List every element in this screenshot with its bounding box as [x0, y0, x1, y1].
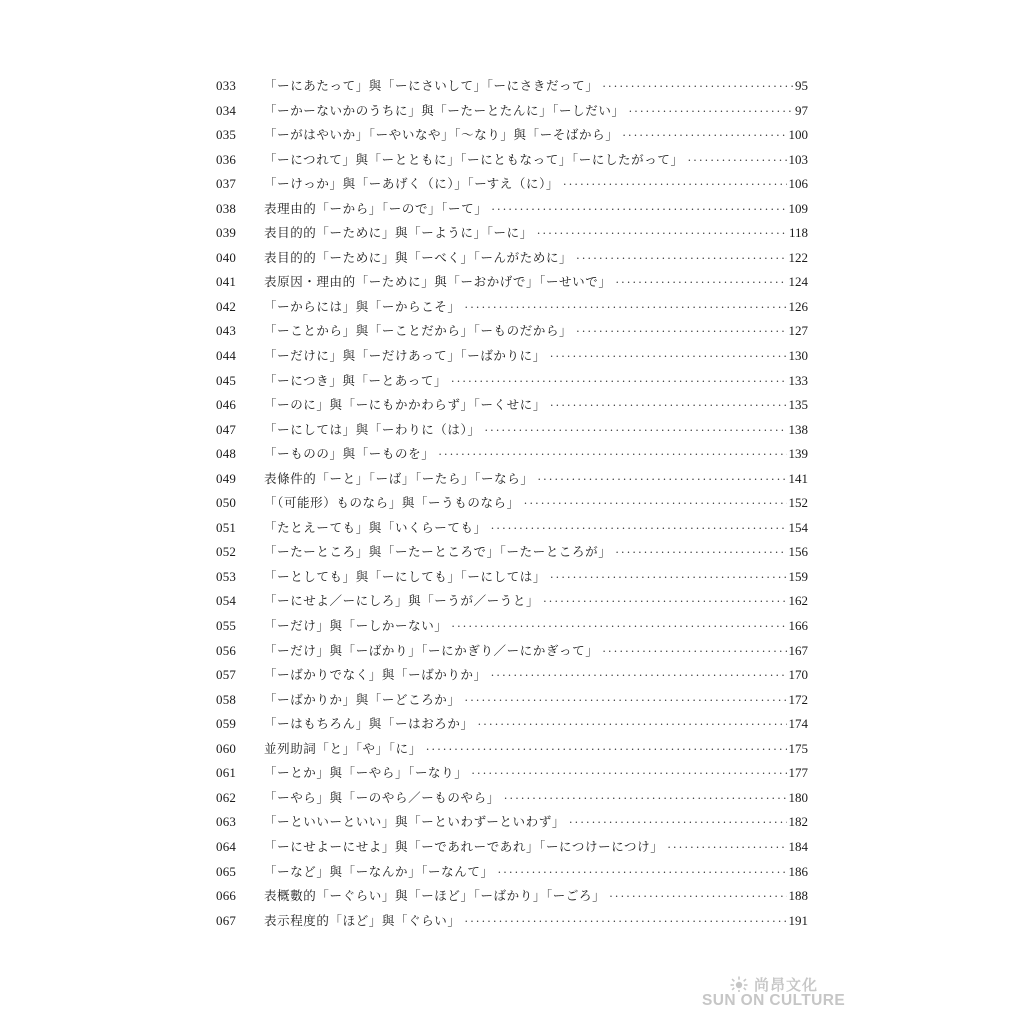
- toc-entry-page: 186: [788, 863, 808, 879]
- toc-entry: [216, 246, 808, 271]
- toc-entry-title: 表目的的「ーために」與「ーべく」「ーんがために」: [264, 249, 573, 265]
- toc-entry-page: 124: [788, 274, 808, 290]
- watermark-chinese-text: 尚昂文化: [754, 975, 819, 994]
- toc-entry: [216, 810, 808, 835]
- toc-entry-title: 表概數的「ーぐらい」與「ーほど」「ーばかり」「ーごろ」: [264, 888, 606, 904]
- toc-entry-number: 041: [216, 274, 237, 290]
- toc-entry-page: 184: [788, 838, 808, 854]
- toc-entry-number: 043: [216, 323, 237, 339]
- toc-entry-title: 「ーにせよーにせよ」與「ーであれーであれ」「ーにつけーにつけ」: [264, 838, 664, 854]
- toc-entry-number: 050: [216, 495, 237, 511]
- toc-entry: [216, 295, 808, 320]
- toc-dot-leader: [451, 370, 786, 395]
- toc-entry-page: 97: [795, 102, 808, 118]
- toc-entry-title: 「ーがはやいか」「ーやいなや」「～なり」與「ーそばから」: [264, 127, 619, 143]
- toc-dot-leader: [688, 149, 787, 174]
- toc-dot-leader: [491, 664, 787, 689]
- toc-dot-leader: [602, 75, 793, 100]
- toc-entry-title: 「ーものの」與「ーものを」: [264, 446, 435, 462]
- toc-entry-number: 038: [216, 200, 237, 216]
- toc-entry-page: 122: [788, 249, 808, 265]
- toc-entry: [216, 123, 808, 148]
- toc-entry-number: 034: [216, 102, 237, 118]
- toc-entry: [216, 491, 808, 516]
- toc-dot-leader: [569, 811, 787, 836]
- toc-entry-title: 「ーたーところ」與「ーたーところで」「ーたーところが」: [264, 544, 612, 560]
- toc-entry-page: 152: [788, 495, 808, 511]
- toc-dot-leader: [484, 419, 786, 444]
- toc-entry-number: 039: [216, 225, 237, 241]
- toc-entry-page: 138: [788, 421, 808, 437]
- toc-entry-title: 「ーのに」與「ーにもかかわらず」「ーくせに」: [264, 397, 546, 413]
- toc-entry-number: 059: [216, 716, 237, 732]
- toc-entry-title: 「（可能形）ものなら」與「ーうものなら」: [264, 495, 520, 511]
- toc-entry-title: 「ーだけ」與「ーばかり」「ーにかぎり／ーにかぎって」: [264, 642, 599, 658]
- toc-dot-leader: [629, 100, 793, 125]
- toc-entry-title: 「ーだけ」與「ーしかーない」: [264, 618, 448, 634]
- table-of-contents: [216, 74, 808, 933]
- toc-entry-title: 「ーとしても」與「ーにしても」「ーにしては」: [264, 568, 546, 584]
- watermark-english-text: SUN ON CULTURE: [702, 992, 846, 1009]
- toc-entry-page: 180: [788, 789, 808, 805]
- toc-entry-number: 062: [216, 789, 237, 805]
- toc-entry-number: 061: [216, 765, 237, 781]
- toc-entry-number: 052: [216, 544, 237, 560]
- toc-entry: [216, 835, 808, 860]
- toc-dot-leader: [550, 394, 787, 419]
- toc-entry: [216, 688, 808, 713]
- toc-entry: [216, 442, 808, 467]
- toc-entry-page: 135: [788, 397, 808, 413]
- toc-entry-page: 159: [788, 568, 808, 584]
- toc-entry-number: 048: [216, 446, 237, 462]
- toc-entry-page: 139: [788, 446, 808, 462]
- toc-entry-title: 「ーにせよ／ーにしろ」與「ーうが／ーうと」: [264, 593, 540, 609]
- toc-entry-title: 表示程度的「ほど」與「ぐらい」: [264, 912, 461, 928]
- toc-dot-leader: [615, 541, 786, 566]
- toc-entry-title: 「たとえーても」與「いくらーても」: [264, 519, 487, 535]
- toc-entry-title: 「ーにしては」與「ーわりに（は）」: [264, 421, 481, 437]
- toc-entry-number: 067: [216, 912, 237, 928]
- toc-entry-page: 118: [788, 225, 808, 241]
- toc-entry: [216, 614, 808, 639]
- toc-entry-page: 133: [788, 372, 808, 388]
- toc-entry: [216, 344, 808, 369]
- toc-entry: [216, 221, 808, 246]
- toc-entry-page: 109: [788, 200, 808, 216]
- toc-entry: [216, 737, 808, 762]
- toc-entry-page: 174: [788, 716, 808, 732]
- toc-entry-title: 「ーかーないかのうちに」與「ーたーとたんに」「ーしだい」: [264, 102, 625, 118]
- toc-entry-number: 042: [216, 298, 237, 314]
- toc-dot-leader: [491, 198, 786, 223]
- toc-entry: [216, 418, 808, 443]
- toc-entry: [216, 712, 808, 737]
- toc-entry-title: 「ーはもちろん」與「ーはおろか」: [264, 716, 474, 732]
- toc-entry-number: 056: [216, 642, 237, 658]
- toc-entry: [216, 860, 808, 885]
- toc-entry-title: 「ーからには」與「ーからこそ」: [264, 298, 461, 314]
- toc-dot-leader: [609, 885, 786, 910]
- toc-dot-leader: [615, 271, 786, 296]
- toc-entry: [216, 197, 808, 222]
- toc-entry: [216, 467, 808, 492]
- toc-entry: [216, 540, 808, 565]
- toc-entry: [216, 319, 808, 344]
- toc-entry-number: 066: [216, 888, 237, 904]
- toc-entry-number: 053: [216, 568, 237, 584]
- toc-dot-leader: [465, 296, 787, 321]
- toc-entry-page: 126: [788, 298, 808, 314]
- toc-entry-number: 055: [216, 618, 237, 634]
- toc-entry-number: 063: [216, 814, 237, 830]
- toc-entry-number: 051: [216, 519, 237, 535]
- toc-entry: [216, 786, 808, 811]
- toc-entry: [216, 270, 808, 295]
- toc-entry-page: 154: [788, 519, 808, 535]
- toc-entry-number: 060: [216, 740, 237, 756]
- toc-dot-leader: [622, 124, 786, 149]
- toc-entry-page: 167: [788, 642, 808, 658]
- toc-entry-page: 100: [788, 127, 808, 143]
- toc-entry-number: 036: [216, 151, 237, 167]
- toc-entry-title: 「ーことから」與「ーことだから」「ーものだから」: [264, 323, 573, 339]
- toc-entry-title: 「ーばかりか」與「ーどころか」: [264, 691, 461, 707]
- toc-entry-number: 049: [216, 470, 237, 486]
- toc-entry-number: 054: [216, 593, 237, 609]
- toc-entry: [216, 99, 808, 124]
- toc-dot-leader: [550, 566, 787, 591]
- toc-entry: [216, 884, 808, 909]
- toc-entry-number: 046: [216, 397, 237, 413]
- watermark-top-line: [730, 974, 818, 994]
- toc-entry-title: 「ーにつき」與「ーとあって」: [264, 372, 448, 388]
- toc-dot-leader: [550, 345, 787, 370]
- toc-dot-leader: [471, 762, 786, 787]
- toc-entry-number: 045: [216, 372, 237, 388]
- toc-entry-page: 95: [795, 78, 808, 93]
- watermark-logo: [702, 974, 870, 1014]
- toc-dot-leader: [451, 615, 786, 640]
- toc-entry-number: 047: [216, 421, 237, 437]
- toc-entry-page: 141: [788, 470, 808, 486]
- toc-entry-number: 058: [216, 691, 237, 707]
- toc-entry-page: 103: [788, 151, 808, 167]
- toc-entry-title: 並列助詞「と」「や」「に」: [264, 740, 422, 756]
- toc-entry-title: 表原因・理由的「ーために」與「ーおかげで」「ーせいで」: [264, 274, 612, 290]
- toc-entry-number: 033: [216, 78, 237, 93]
- toc-entry-title: 表條件的「ーと」「ーば」「ーたら」「ーなら」: [264, 470, 534, 486]
- toc-entry-page: 156: [788, 544, 808, 560]
- toc-entry: [216, 393, 808, 418]
- toc-entry: [216, 565, 808, 590]
- toc-dot-leader: [576, 320, 786, 345]
- toc-entry: [216, 148, 808, 173]
- toc-entry-number: 044: [216, 348, 237, 364]
- toc-entry: [216, 172, 808, 197]
- toc-entry-page: 177: [788, 765, 808, 781]
- toc-entry-page: 130: [788, 348, 808, 364]
- toc-entry-page: 188: [788, 888, 808, 904]
- toc-dot-leader: [537, 468, 786, 493]
- toc-entry-title: 「ーけっか」與「ーあげく（に）」「ーすえ（に）」: [264, 176, 560, 192]
- toc-dot-leader: [602, 640, 786, 665]
- toc-dot-leader: [438, 443, 786, 468]
- toc-entry: [216, 589, 808, 614]
- toc-entry-title: 「ーなど」與「ーなんか」「ーなんて」: [264, 863, 494, 879]
- toc-entry-title: 「ーといいーといい」與「ーといわずーといわず」: [264, 814, 565, 830]
- toc-entry: [216, 74, 808, 99]
- toc-dot-leader: [465, 910, 787, 935]
- toc-dot-leader: [504, 787, 787, 812]
- sun-logo-icon: [730, 976, 748, 992]
- toc-dot-leader: [537, 222, 787, 247]
- toc-entry-title: 表目的的「ーために」與「ーように」「ーに」: [264, 225, 533, 241]
- toc-entry: [216, 369, 808, 394]
- toc-entry: [216, 761, 808, 786]
- toc-entry-title: 「ーやら」與「ーのやら／ーものやら」: [264, 789, 500, 805]
- toc-dot-leader: [498, 861, 787, 886]
- toc-entry-page: 166: [788, 618, 808, 634]
- toc-entry-number: 057: [216, 667, 237, 683]
- toc-entry: [216, 639, 808, 664]
- toc-entry-page: 170: [788, 667, 808, 683]
- toc-dot-leader: [543, 590, 786, 615]
- toc-dot-leader: [465, 689, 787, 714]
- toc-entry-page: 162: [788, 593, 808, 609]
- toc-dot-leader: [576, 247, 786, 272]
- toc-dot-leader: [667, 836, 786, 861]
- toc-entry-title: 「ーだけに」與「ーだけあって」「ーばかりに」: [264, 348, 546, 364]
- toc-entry-page: 191: [788, 912, 808, 928]
- toc-entry-page: 182: [788, 814, 808, 830]
- toc-dot-leader: [426, 738, 787, 763]
- toc-entry-page: 127: [788, 323, 808, 339]
- toc-entry-title: 「ーばかりでなく」與「ーばかりか」: [264, 667, 487, 683]
- toc-entry-number: 040: [216, 249, 237, 265]
- toc-entry-number: 064: [216, 838, 237, 854]
- toc-entry-number: 065: [216, 863, 237, 879]
- toc-entry-number: 037: [216, 176, 237, 192]
- toc-dot-leader: [563, 173, 786, 198]
- toc-dot-leader: [478, 713, 787, 738]
- toc-entry-title: 「ーとか」與「ーやら」「ーなり」: [264, 765, 468, 781]
- toc-entry-page: 172: [788, 691, 808, 707]
- toc-entry: [216, 909, 808, 934]
- toc-entry-title: 表理由的「ーから」「ーので」「ーて」: [264, 200, 488, 216]
- toc-entry: [216, 516, 808, 541]
- toc-dot-leader: [524, 492, 787, 517]
- toc-entry-page: 175: [788, 740, 808, 756]
- toc-entry: [216, 663, 808, 688]
- toc-entry-page: 106: [788, 176, 808, 192]
- toc-entry-title: 「ーにつれて」與「ーとともに」「ーにともなって」「ーにしたがって」: [264, 151, 684, 167]
- toc-entry-number: 035: [216, 127, 237, 143]
- toc-entry-title: 「ーにあたって」與「ーにさいして」「ーにさきだって」: [264, 78, 599, 93]
- toc-dot-leader: [491, 517, 787, 542]
